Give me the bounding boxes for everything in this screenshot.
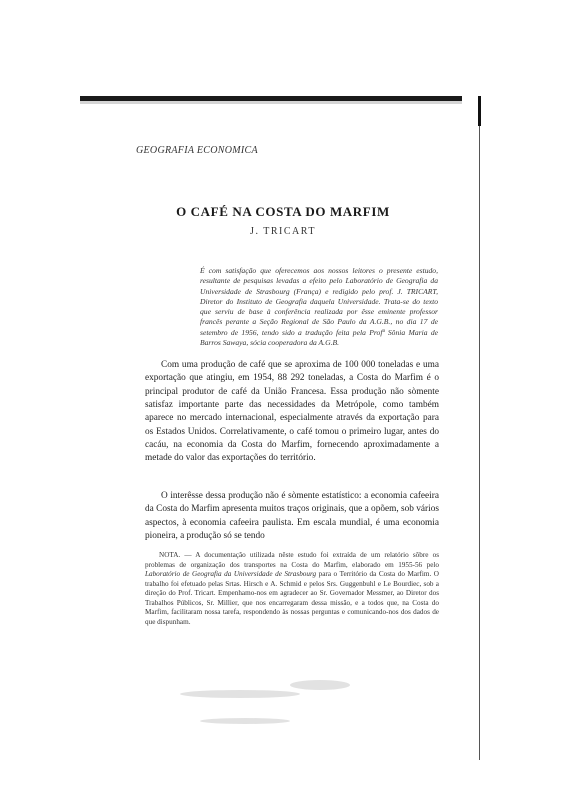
body-paragraph-2: [145, 490, 439, 543]
footnote-text-2: para o Território da Costa do Marfim. O trabalho foi efetuado pelas Srtas. Hirsch e A. Schmid e pelos Srs. Guggenbuhl e Le Bourdiec, sob a direção do Prof. Tricart. Empenhamo-nos em agradecer ao Sr. Governador Messmer, ao Diretor dos Trabalhos Públicos, Sr. Millier, que nos encarregaram dessa missão, e a todos que, na Costa do Marfim, facilitaram nossa tarefa, respondendo às nossas perguntas e comunicando-nos dos dados de que dispunham.: [145, 570, 439, 626]
footnote-text-1: NOTA. — A documentação utilizada nêste estudo foi extraída de um relatório sôbre os problemas de organização dos transportes na Costa do Marfim, elaborado em 1955-56 pelo: [145, 551, 439, 569]
scan-smudge: [290, 680, 350, 690]
footnote-italic-lab: Laboratório de Geografia da Universidade de Strasbourg: [145, 570, 317, 579]
scan-smudge: [180, 690, 300, 698]
page-top-shadow: [80, 101, 462, 104]
section-heading: GEOGRAFIA ECONOMICA: [136, 145, 258, 156]
editorial-intro: É com satisfação que oferecemos aos nossos leitores o presente estudo, resultante de pesquisas levadas a efeito pelo Laboratório de Geografia da Universidade de Strasbourg (França) e redigido pelo prof. J. TRICART, Diretor do Instituto de Geografia daquela Universidade. Trata-se do texto que serviu de base à conferência realizada por êsse eminente professor francês perante a Seção Regional de São Paulo da A.G.B., no dia 17 de setembro de 1956, tendo sido a tradução feita pela Profª Sônia Maria de Barros Sawaya, sócia cooperadora da A.G.B.: [200, 266, 438, 348]
page-right-edge: [479, 126, 480, 760]
page-right-edge-mark: [478, 96, 481, 126]
scan-smudge: [200, 718, 290, 724]
article-title: O CAFÉ NA COSTA DO MARFIM: [176, 204, 390, 219]
body-paragraph-1: [145, 359, 439, 466]
footnote: [145, 551, 439, 627]
paragraph-text-1: Com uma produção de café que se aproxima de 100 000 toneladas e uma exportação que atingiu, em 1954, 88 292 toneladas, a Costa do Marfim é o principal produtor de café da União Francesa. Essa produção não sòmente satisfaz importante parte das necessidades da Metrópole, como também aparece no mercado internacional, especialmente através da exportação para os Estados Unidos. Correlativamente, o café tomou o primeiro lugar, antes do cacáu, na economia da Costa do Marfim, fornecendo aproximadamente a metade do valor das exportações do território.: [145, 360, 439, 464]
article-author: J. TRICART: [250, 226, 316, 237]
paragraph-text-2: O interêsse dessa produção não é sòmente estatístico: a economia cafeeira da Costa do Marfim apresenta muitos traços originais, que a opõem, sob vários aspectos, à economia cafeeira paulista. Em escala mundial, é uma economia pioneira, a produção só se tendo: [145, 491, 439, 542]
